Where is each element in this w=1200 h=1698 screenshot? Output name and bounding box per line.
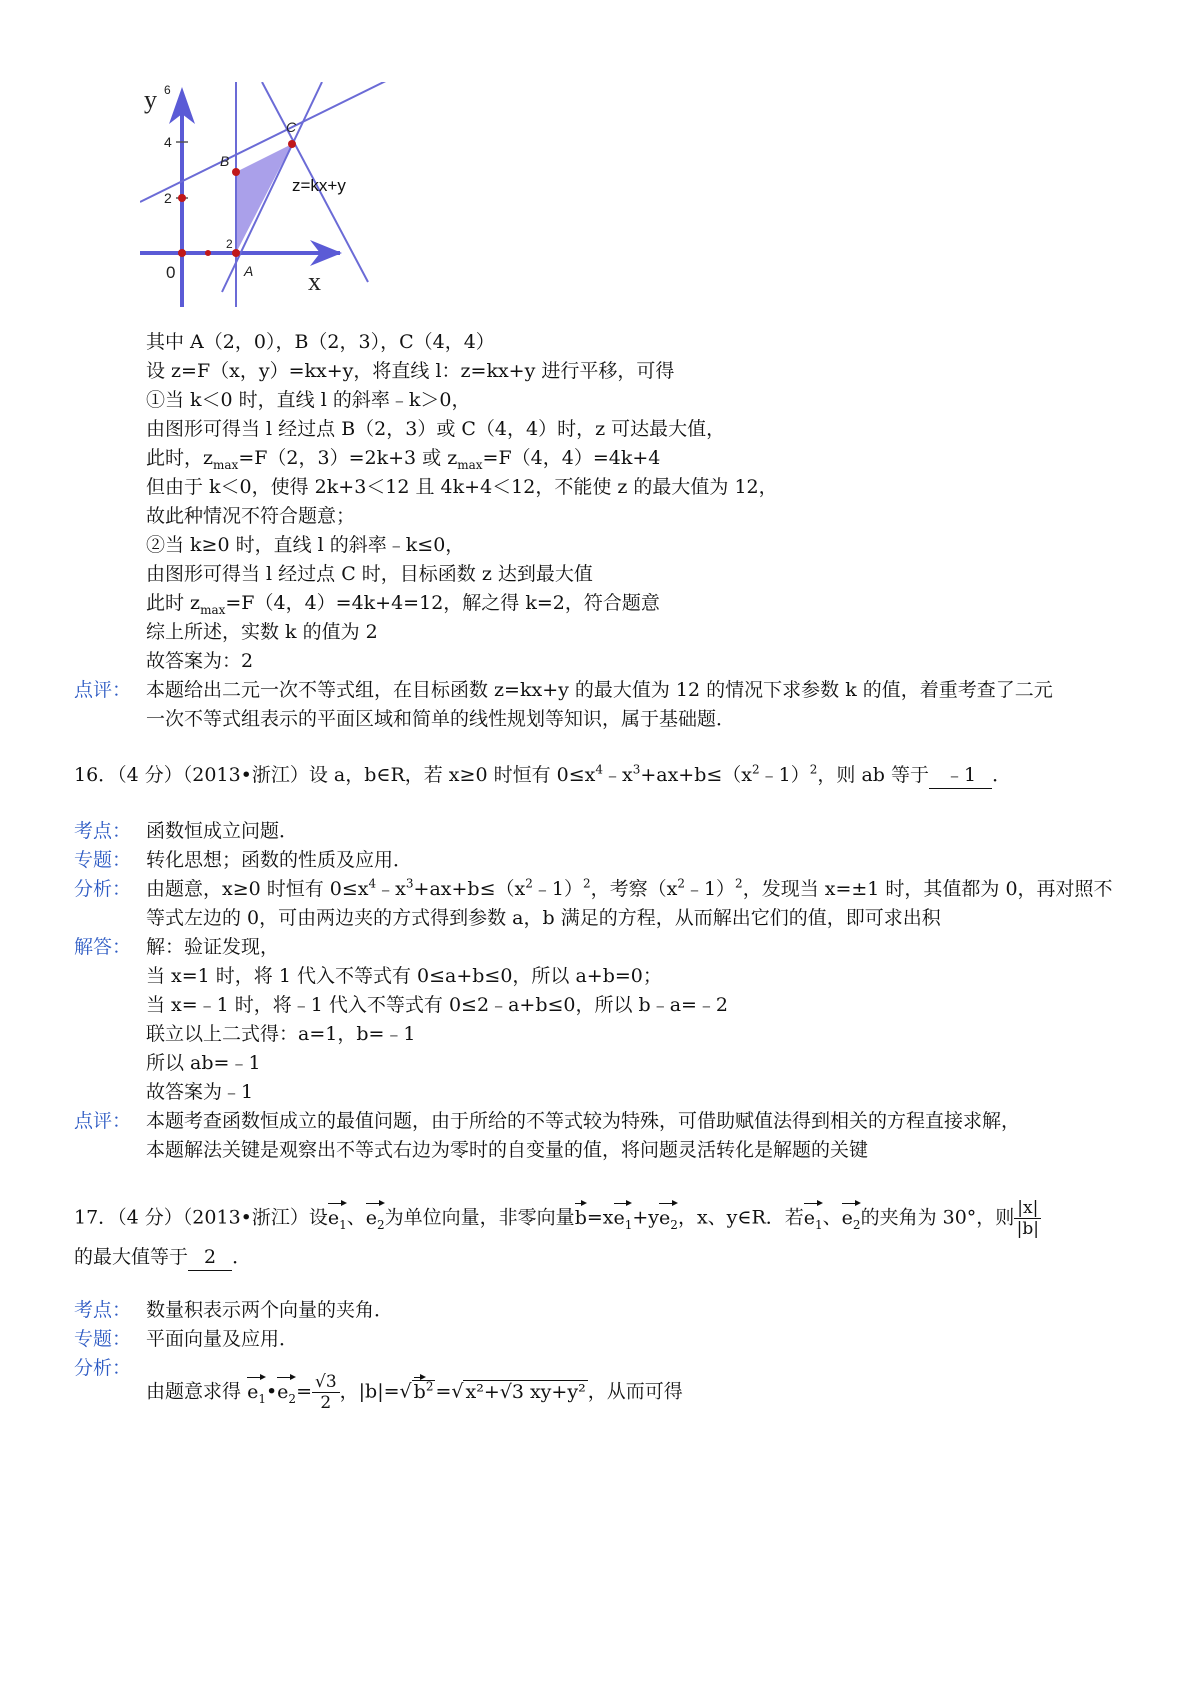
q16-zhuanti-label: 专题： [74, 849, 132, 871]
vector-b: b [575, 1201, 587, 1231]
sol15-line-10: 故答案为：2 [146, 650, 254, 672]
sqrt3-over-2: $\frac{√3}{2}$ [312, 1372, 340, 1413]
sol15-comment-2: 一次不等式组表示的平面区域和简单的线性规划等知识，属于基础题． [146, 708, 736, 730]
sol15-line-6: 故此种情况不符合题意； [146, 505, 356, 527]
ratio-fraction: $\frac{|x|}{|b|}$ [1014, 1198, 1041, 1239]
sol15-zmax-line-2: 此时 $z_{max}=F(4$，4）=4k+4=12，解之得 k=2，符合题意 [146, 592, 660, 617]
sol15-line-4: 由图形可得当 l 经过点 B（2，3）或 C（4，4）时，z 可达最大值， [146, 418, 726, 440]
point-c [288, 140, 296, 148]
vector-e2: $e_2$ [659, 1201, 678, 1231]
q16-dianping-2: 本题解法关键是观察出不等式右边为零时的自变量的值，将问题灵活转化是解题的关键 [146, 1139, 869, 1161]
vector-e1: $e_1$ [614, 1201, 633, 1231]
q16-kaodian: 函数恒成立问题． [146, 820, 299, 842]
sol15-line-8: 由图形可得当 l 经过点 C 时，目标函数 z 达到最大值 [146, 563, 593, 585]
q16-statement: 16．（4 分）（2013•浙江）设 a，b∈R，若 x≥0 时恒有 $0\le x^4﹣x^3+ax+b\le(x^2﹣1)^2$，则 ab 等于 ﹣1 ． [74, 762, 1011, 789]
y-tick-6: 6 [164, 83, 171, 97]
point-origin [178, 249, 186, 257]
q16-dianping-label: 点评： [74, 1110, 132, 1132]
label-b: B [220, 153, 230, 169]
vector-e1: $e_1$ [328, 1201, 347, 1231]
q17-kaodian: 数量积表示两个向量的夹角． [146, 1299, 394, 1321]
q16-jieda-3: 当 x=﹣1 时，将﹣1 代入不等式有 0≤2﹣a+b≤0，所以 b﹣a=﹣2 [146, 994, 729, 1016]
label-c: C [286, 119, 297, 135]
q17-zhuanti: 平面向量及应用． [146, 1328, 299, 1350]
q16-fenxi-1: 由题意，x≥0 时恒有 $0\le x^4﹣x^3+ax+b\le(x^2﹣1)^2$，考察$(x^2﹣1)^2$，发现当 x=±1 时，其值都为 0，再对照不 [146, 876, 1113, 900]
q16-jieda-6: 故答案为﹣1 [146, 1081, 254, 1103]
sol15-line-5: 但由于 k＜0，使得 2k+3＜12 且 4k+4＜12，不能使 z 的最大值为 12， [146, 476, 778, 498]
sol15-line-1: 其中 A（2，0），B（2，3），C（4，4） [146, 331, 495, 353]
q16-jieda-5: 所以 ab=﹣1 [146, 1052, 261, 1074]
y-tick-4: 4 [164, 134, 172, 150]
origin-label: 0 [166, 263, 176, 282]
x-tick-2: 2 [226, 237, 233, 251]
q16-answer-blank: ﹣1 [929, 762, 992, 789]
q16-jieda-label: 解答： [74, 936, 132, 958]
sol15-comment-1: 本题给出二元一次不等式组，在目标函数 z=kx+y 的最大值为 12 的情况下求参数 k 的值，着重考查了二元 [146, 679, 1053, 701]
y-axis-label: y [144, 85, 157, 114]
q17-statement-1: 17．（4 分）（2013•浙江）设$e_1$、$e_2$为单位向量，非零向量$b=xe_1+ye_2$，x、y∈R．若$e_1$、$e_2$的夹角为 30°，则 $\frac{|x|}{|b|}$ [74, 1198, 1041, 1239]
sol15-line-3: ①当 k＜0 时，直线 l 的斜率﹣k＞0， [146, 389, 471, 411]
q17-kaodian-label: 考点： [74, 1299, 132, 1321]
point-tick-1 [205, 250, 211, 256]
point-b [232, 168, 240, 176]
vector-e2: $e_2$ [366, 1201, 385, 1231]
q16-kaodian-label: 考点： [74, 820, 132, 842]
objective-label: z=kx+y [292, 176, 346, 195]
sol15-line-2: 设 z=F（x，y）=kx+y，将直线 l：z=kx+y 进行平移，可得 [146, 360, 675, 382]
y-tick-2: 2 [164, 190, 172, 206]
q16-dianping-1: 本题考查函数恒成立的最值问题，由于所给的不等式较为特殊，可借助赋值法得到相关的方程直接求解， [146, 1110, 1021, 1132]
q16-fenxi-2: 等式左边的 0，可由两边夹的方式得到参数 a，b 满足的方程，从而解出它们的值，即可求出积 [146, 907, 941, 929]
sol15-zmax-line: 此时，$z_{max}=F(2$，3）=2k+3 或 $z_{max}=F(4$，4）=4k+4 [146, 447, 661, 472]
q16-jieda-1: 解：验证发现， [146, 936, 280, 958]
q16-jieda-4: 联立以上二式得：a=1，b=﹣1 [146, 1023, 416, 1045]
q17-answer-blank: 2 [188, 1244, 232, 1271]
vector-e1: $e_1$ [804, 1201, 823, 1231]
sol15-comment-label: 点评： [74, 679, 132, 701]
point-a [232, 249, 240, 257]
q17-fenxi-1: 由题意求得 $e_1•e_2=$ $\frac{√3}{2}$ ，|b|=√ $b^2$ =√ x²+√3 xy+y² ，从而可得 [146, 1372, 683, 1413]
vector-e2: $e_2$ [842, 1201, 861, 1231]
q17-zhuanti-label: 专题： [74, 1328, 132, 1350]
q16-fenxi-label: 分析： [74, 878, 132, 900]
linear-programming-figure [140, 82, 400, 312]
sol15-line-7: ②当 k≥0 时，直线 l 的斜率﹣k≤0， [146, 534, 465, 556]
label-a: A [244, 263, 254, 279]
sol15-line-9: 综上所述，实数 k 的值为 2 [146, 621, 378, 643]
q17-fenxi-label: 分析： [74, 1357, 132, 1379]
point-y2 [178, 194, 186, 202]
x-axis-label: x [308, 267, 321, 296]
q16-jieda-2: 当 x=1 时，将 1 代入不等式有 0≤a+b≤0，所以 a+b=0； [146, 965, 662, 987]
q17-statement-2: 的最大值等于 2 ． [74, 1244, 251, 1271]
q16-zhuanti: 转化思想；函数的性质及应用． [146, 849, 413, 871]
